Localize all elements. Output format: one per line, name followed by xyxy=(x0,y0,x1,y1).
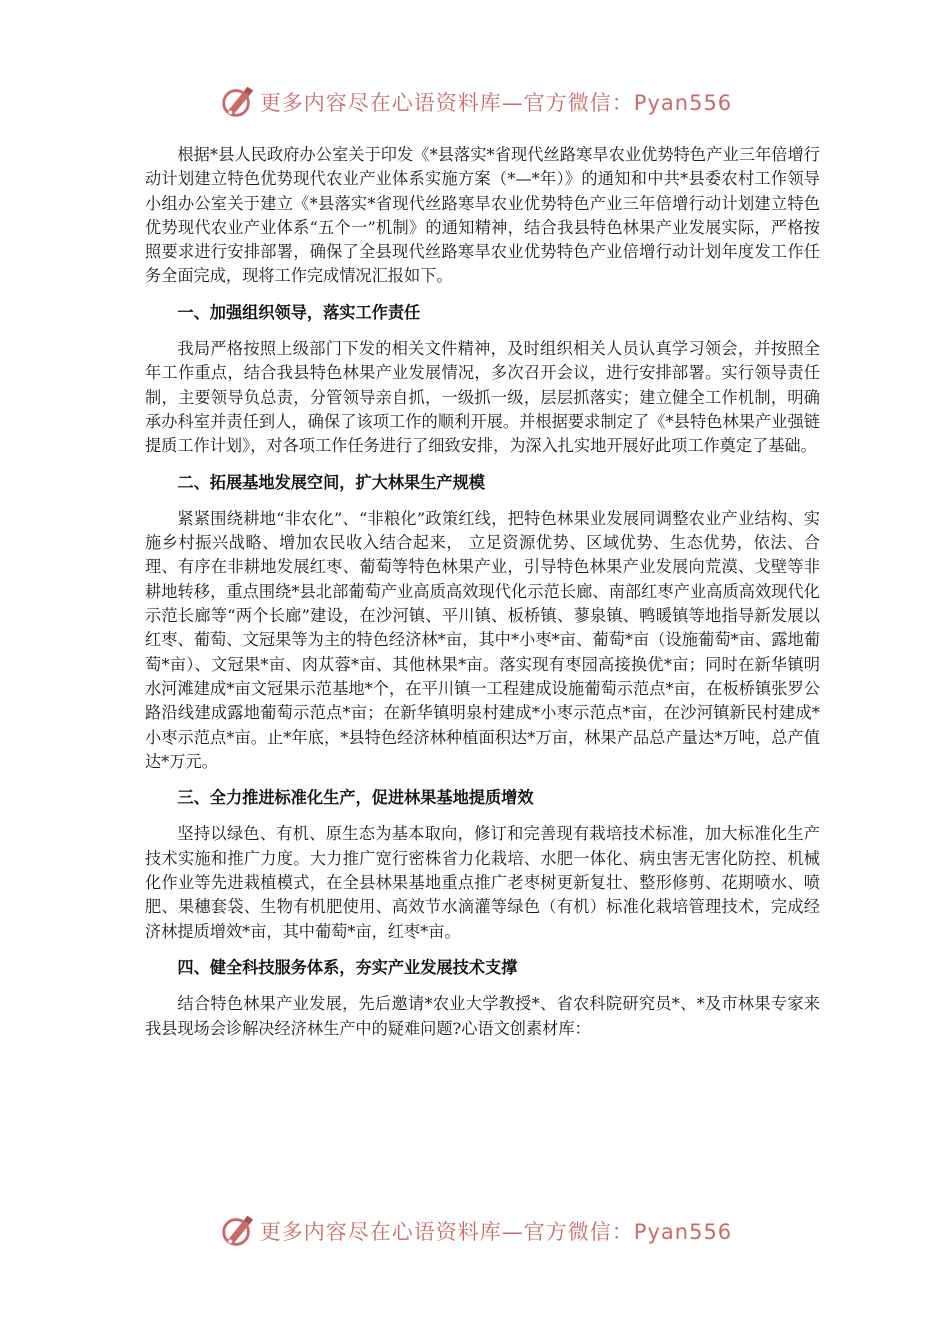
section-1-heading: 一、加强组织领导，落实工作责任 xyxy=(177,302,421,322)
header-watermark-banner xyxy=(0,80,950,124)
document-body xyxy=(145,143,820,1053)
section-3-paragraph: 坚持以绿色、有机、原生态为基本取向，修订和完善现有栽培技术标准，加大标准化生产技术实施和推广力度。大力推广宽行密株省力化栽培、水肥一体化、病虫害无害化防控、机械化作业等先进栽植模式，在全县林果基地重点推广老枣树更新复壮、整形修剪、花期喷水、喷肥、果穗套袋、生物有机肥使用、高效节水滴灌等绿色（有机）标准化栽培管理技术，完成经济林提质增效*亩，其中葡萄*亩，红枣*亩。 xyxy=(145,824,820,941)
section-2-paragraph: 紧紧围绕耕地“非农化”、“非粮化”政策红线，把特色林果业发展同调整农业产业结构、实施乡村振兴战略、增加农民收入结合起来， 立足资源优势、区域优势、生态优势，依法、合理、有序在非耕地发展红枣、葡萄等特色林果产业，引导特色林果产业发展向荒漠、戈壁等非耕地转移，重点围绕*县北部葡萄产业高质高效现代化示范长廊、南部红枣产业高质高效现代化示范长廊等“两个长廊”建设，在沙河镇、平川镇、板桥镇、蓼泉镇、鸭暖镇等地指导新发展以红枣、葡萄、文冠果等为主的特色经济林*亩，其中*小枣*亩、葡萄*亩（设施葡萄*亩、露地葡萄*亩）、文冠果*亩、肉苁蓉*亩、其他林果*亩。落实现有枣园高接换优*亩；同时在新华镇明水河滩建成*亩文冠果示范基地*个，在平川镇一工程建成设施葡萄示范点*亩，在板桥镇张罗公路沿线建成露地葡萄示范点*亩；在新华镇明泉村建成*小枣示范点*亩，在沙河镇新民村建成*小枣示范点*亩。止*年底，*县特色经济林种植面积达*万亩，林果产品总产量达*万吨，总产值达*万元。 xyxy=(145,508,820,771)
section-4-paragraph: 结合特色林果产业发展，先后邀请*农业大学教授*、省农科院研究员*、*及市林果专家来我县现场会诊解决经济林生产中的疑难问题?心语文创素材库： xyxy=(145,994,820,1038)
section-1-paragraph: 我局严格按照上级部门下发的相关文件精神，及时组织相关人员认真学习领会，并按照全年工作重点，结合我县特色林果产业发展情况，多次召开会议，进行安排部署。实行领导责任制，主要领导负总责，分管领导亲自抓，一级抓一级，层层抓落实；建立健全工作机制，明确承办科室并责任到人，确保了该项工作的顺利开展。并根据要求制定了《*县特色林果产业强链提质工作计划》，对各项工作任务进行了细致安排，为深入扎实地开展好此项工作奠定了基础。 xyxy=(145,339,820,456)
header-watermark-text: 更多内容尽在心语资料库—官方微信：Pyan556 xyxy=(259,91,733,115)
footer-watermark-banner xyxy=(0,1209,950,1253)
intro-paragraph: 根据*县人民政府办公室关于印发《*县落实*省现代丝路寒旱农业优势特色产业三年倍增行动计划建立特色优势现代农业产业体系实施方案（*—*年）》的通知和中共*县委农村工作领导小组办公室关于建立《*县落实*省现代丝路寒旱农业优势特色产业三年倍增行动计划建立特色优势现代农业产业体系“五个一”机制》的通知精神，结合我县特色林果产业发展实际，严格按照要求进行安排部署，确保了全县现代丝路寒旱农业优势特色产业倍增行动计划年度发工作任务全面完成，现将工作完成情况汇报如下。 xyxy=(145,145,820,286)
pen-nib-logo-icon xyxy=(218,83,256,121)
footer-watermark-text: 更多内容尽在心语资料库—官方微信：Pyan556 xyxy=(259,1220,733,1244)
pen-nib-logo-icon xyxy=(218,1212,256,1250)
section-2-heading: 二、拓展基地发展空间，扩大林果生产规模 xyxy=(177,472,485,492)
section-4-heading: 四、健全科技服务体系，夯实产业发展技术支撑 xyxy=(177,957,518,977)
section-3-heading: 三、全力推进标准化生产，促进林果基地提质增效 xyxy=(177,788,534,808)
